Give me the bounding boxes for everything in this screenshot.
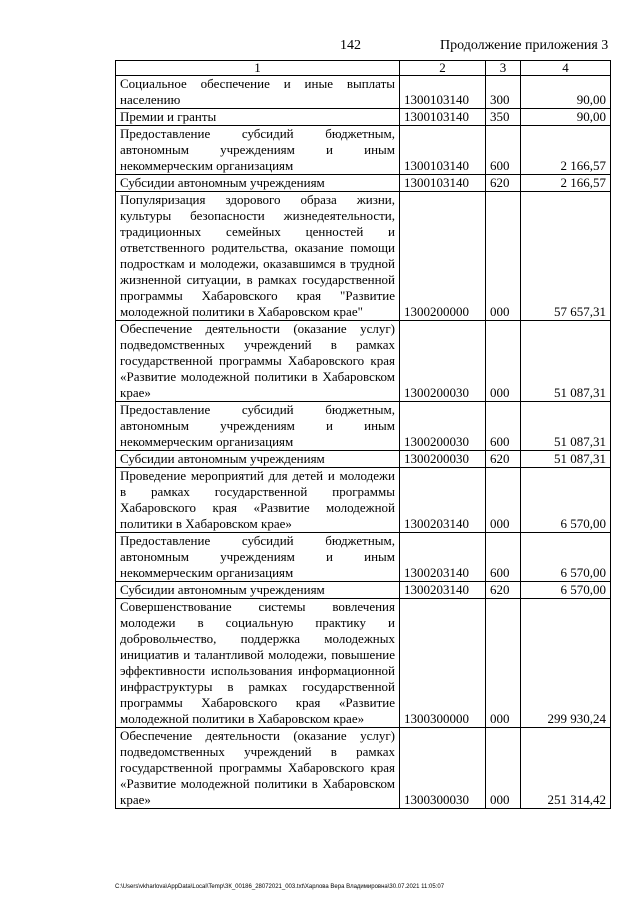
row-amount: 6 570,00: [521, 582, 611, 599]
row-name: Совершенствование системы вовлечения молодежи в социальную практику и добровольчество, поддержка молодежных инициатив и талантливой молодежи, повышение эффективности использования информационной инфраструктуры в рамках государственной программы Хабаровского края «Развитие молодежной политики в Хабаровском крае»: [116, 599, 400, 728]
row-code: 1300103140: [400, 126, 486, 175]
row-amount: 2 166,57: [521, 175, 611, 192]
table-row: [116, 175, 611, 192]
row-code: 1300200030: [400, 402, 486, 451]
row-code: 1300203140: [400, 533, 486, 582]
table-header-row: [116, 61, 611, 76]
column-header-1: 1: [116, 61, 400, 76]
row-amount: 2 166,57: [521, 126, 611, 175]
row-code: 1300103140: [400, 76, 486, 109]
row-name: Обеспечение деятельности (оказание услуг) подведомственных учреждений в рамках государственной программы Хабаровского края «Развитие молодежной политики в Хабаровском крае»: [116, 728, 400, 809]
row-code: 1300103140: [400, 109, 486, 126]
table-row: [116, 728, 611, 809]
row-name: Обеспечение деятельности (оказание услуг) подведомственных учреждений в рамках государственной программы Хабаровского края «Развитие молодежной политики в Хабаровском крае»: [116, 321, 400, 402]
row-amount: 57 657,31: [521, 192, 611, 321]
table-row: [116, 76, 611, 109]
row-amount: 51 087,31: [521, 451, 611, 468]
row-name: Предоставление субсидий бюджетным, автономным учреждениям и иным некоммерческим организациям: [116, 126, 400, 175]
row-name: Субсидии автономным учреждениям: [116, 451, 400, 468]
row-amount: 6 570,00: [521, 533, 611, 582]
row-expense-type: 350: [486, 109, 521, 126]
row-expense-type: 000: [486, 321, 521, 402]
row-expense-type: 600: [486, 402, 521, 451]
row-amount: 90,00: [521, 109, 611, 126]
column-header-4: 4: [521, 61, 611, 76]
row-expense-type: 000: [486, 468, 521, 533]
column-header-3: 3: [486, 61, 521, 76]
table-row: [116, 599, 611, 728]
table-row: [116, 533, 611, 582]
row-expense-type: 600: [486, 533, 521, 582]
budget-table-body: [116, 61, 611, 809]
footer-file-path: C:\Users\vkharlova\AppData\Local\Temp\ЗК_00186_28072021_003.txt\Харлова Вера Владимировна\30.07.2021 11:05:07: [115, 884, 445, 890]
table-row: [116, 126, 611, 175]
column-header-2: 2: [400, 61, 486, 76]
row-code: 1300103140: [400, 175, 486, 192]
row-name: Предоставление субсидий бюджетным, автономным учреждениям и иным некоммерческим организациям: [116, 402, 400, 451]
row-code: 1300203140: [400, 468, 486, 533]
row-expense-type: 620: [486, 582, 521, 599]
row-name: Проведение мероприятий для детей и молодежи в рамках государственной программы Хабаровского края «Развитие молодежной политики в Хабаровском крае»: [116, 468, 400, 533]
table-row: [116, 402, 611, 451]
row-amount: 299 930,24: [521, 599, 611, 728]
row-code: 1300300030: [400, 728, 486, 809]
table-row: [116, 468, 611, 533]
row-amount: 90,00: [521, 76, 611, 109]
row-expense-type: 620: [486, 175, 521, 192]
table-row: [116, 582, 611, 599]
row-expense-type: 000: [486, 599, 521, 728]
row-name: Популяризация здорового образа жизни, культуры безопасности жизнедеятельности, традиционных семейных ценностей и ответственного родительства, оказание помощи подросткам и молодежи, оказавшимся в трудной жизненной ситуации, в рамках государственной программы Хабаровского края "Развитие молодежной политики в Хабаровском крае": [116, 192, 400, 321]
table-row: [116, 192, 611, 321]
row-name: Субсидии автономным учреждениям: [116, 582, 400, 599]
row-amount: 51 087,31: [521, 402, 611, 451]
row-name: Социальное обеспечение и иные выплаты населению: [116, 76, 400, 109]
row-name: Предоставление субсидий бюджетным, автономным учреждениям и иным некоммерческим организациям: [116, 533, 400, 582]
row-code: 1300200000: [400, 192, 486, 321]
row-expense-type: 620: [486, 451, 521, 468]
row-code: 1300300000: [400, 599, 486, 728]
row-name: Субсидии автономным учреждениям: [116, 175, 400, 192]
row-code: 1300200030: [400, 321, 486, 402]
table-row: [116, 451, 611, 468]
row-amount: 51 087,31: [521, 321, 611, 402]
row-name: Премии и гранты: [116, 109, 400, 126]
row-code: 1300203140: [400, 582, 486, 599]
row-amount: 251 314,42: [521, 728, 611, 809]
page-number: 142: [340, 38, 361, 53]
row-expense-type: 600: [486, 126, 521, 175]
row-expense-type: 000: [486, 192, 521, 321]
row-amount: 6 570,00: [521, 468, 611, 533]
row-expense-type: 000: [486, 728, 521, 809]
appendix-note: Продолжение приложения 3: [440, 38, 609, 53]
row-code: 1300200030: [400, 451, 486, 468]
table-row: [116, 321, 611, 402]
budget-table: [115, 60, 611, 809]
table-row: [116, 109, 611, 126]
row-expense-type: 300: [486, 76, 521, 109]
